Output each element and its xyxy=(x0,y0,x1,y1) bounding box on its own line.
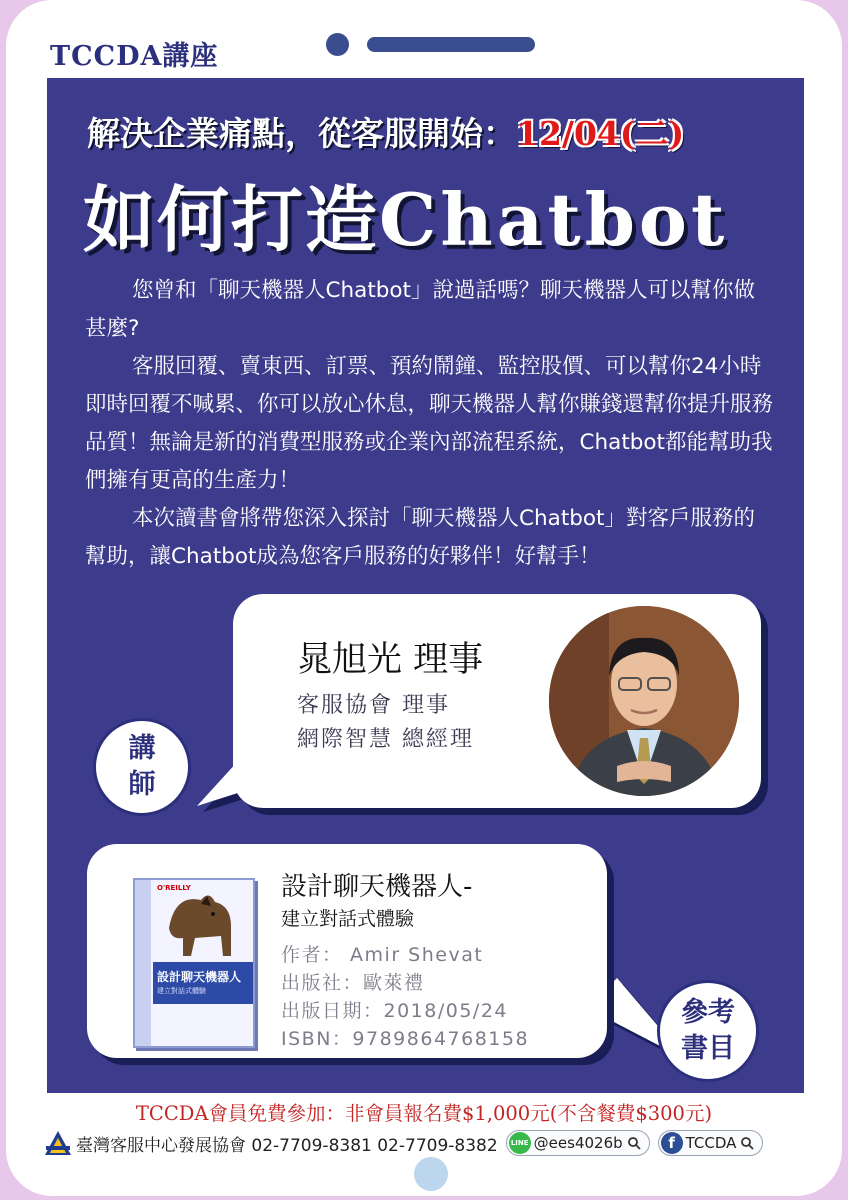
lecturer-label-line: 講 xyxy=(128,733,156,764)
book-isbn: ISBN：9789864768158 xyxy=(281,1028,530,1050)
intro-paragraph: 您曾和「聊天機器人Chatbot」說過話嗎？聊天機器人可以幫你做甚麼? xyxy=(85,278,755,341)
speaker-name: 晁旭光 理事 xyxy=(297,640,484,680)
intro-text xyxy=(85,272,775,576)
lecturer-label xyxy=(93,718,191,816)
event-date: 12/04(二) xyxy=(516,114,685,153)
book-publisher: 出版社：歐萊禮 xyxy=(281,972,425,994)
book-cover-title: 設計聊天機器人 xyxy=(157,970,242,984)
facebook-name: TCCDA xyxy=(685,1134,737,1152)
book-cover-subtitle: 建立對話式體驗 xyxy=(157,987,206,995)
home-button[interactable] xyxy=(414,1157,448,1191)
reference-label-line: 書目 xyxy=(681,1033,735,1064)
speaker-photo xyxy=(549,606,739,796)
book-subtitle: 建立對話式體驗 xyxy=(281,908,415,930)
title-en: Chatbot xyxy=(379,177,729,262)
book-bubble xyxy=(87,844,607,1058)
line-icon: LINE xyxy=(509,1132,531,1154)
reference-book-label xyxy=(657,980,759,1082)
fee-notice: TCCDA會員免費參加：非會員報名費$1,000元(不含餐費$300元) xyxy=(135,1102,713,1125)
lecturer-label-line: 師 xyxy=(128,769,156,800)
speaker-slot xyxy=(367,37,535,52)
speaker-role: 網際智慧 總經理 xyxy=(297,727,474,752)
main-title xyxy=(83,162,728,266)
book-publish-date: 出版日期：2018/05/24 xyxy=(281,1000,509,1022)
association-contact: 臺灣客服中心發展協會 02-7709-8381 02-7709-8382 xyxy=(76,1135,498,1156)
reference-label-line: 參考 xyxy=(681,997,735,1028)
line-id-chip[interactable] xyxy=(506,1130,650,1156)
headline xyxy=(87,108,787,155)
book-author: 作者： Amir Shevat xyxy=(281,944,484,966)
camera-dot xyxy=(326,33,349,56)
magnifier-icon xyxy=(740,1136,754,1150)
magnifier-icon xyxy=(627,1136,641,1150)
brand-title: TCCDA講座 xyxy=(50,41,219,72)
facebook-chip[interactable] xyxy=(658,1130,764,1156)
headline-text: 解決企業痛點，從客服開始： xyxy=(87,114,516,153)
association-logo xyxy=(44,1130,72,1156)
book-title: 設計聊天機器人- xyxy=(281,872,473,902)
speaker-bubble xyxy=(233,594,761,808)
book-cover xyxy=(133,878,255,1048)
footer-contact xyxy=(44,1128,763,1158)
event-panel xyxy=(47,78,804,1093)
intro-paragraph: 本次讀書會將帶您深入探討「聊天機器人Chatbot」對客戶服務的幫助，讓Chatbot成為您客戶服務的好夥伴！好幫手！ xyxy=(85,506,755,569)
facebook-icon: f xyxy=(661,1132,683,1154)
line-id: @ees4026b xyxy=(533,1134,623,1152)
speaker-role: 客服協會 理事 xyxy=(297,693,450,718)
intro-paragraph: 客服回覆、賣東西、訂票、預約鬧鐘、監控股價、可以幫你24小時即時回覆不喊累、你可以放心休息，聊天機器人幫你賺錢還幫你提升服務品質！無論是新的消費型服務或企業內部流程系統，Chatbot都能幫助我們擁有更高的生產力！ xyxy=(85,354,774,493)
title-zh: 如何打造 xyxy=(83,178,380,262)
book-cover-publisher: O'REILLY xyxy=(157,884,191,892)
